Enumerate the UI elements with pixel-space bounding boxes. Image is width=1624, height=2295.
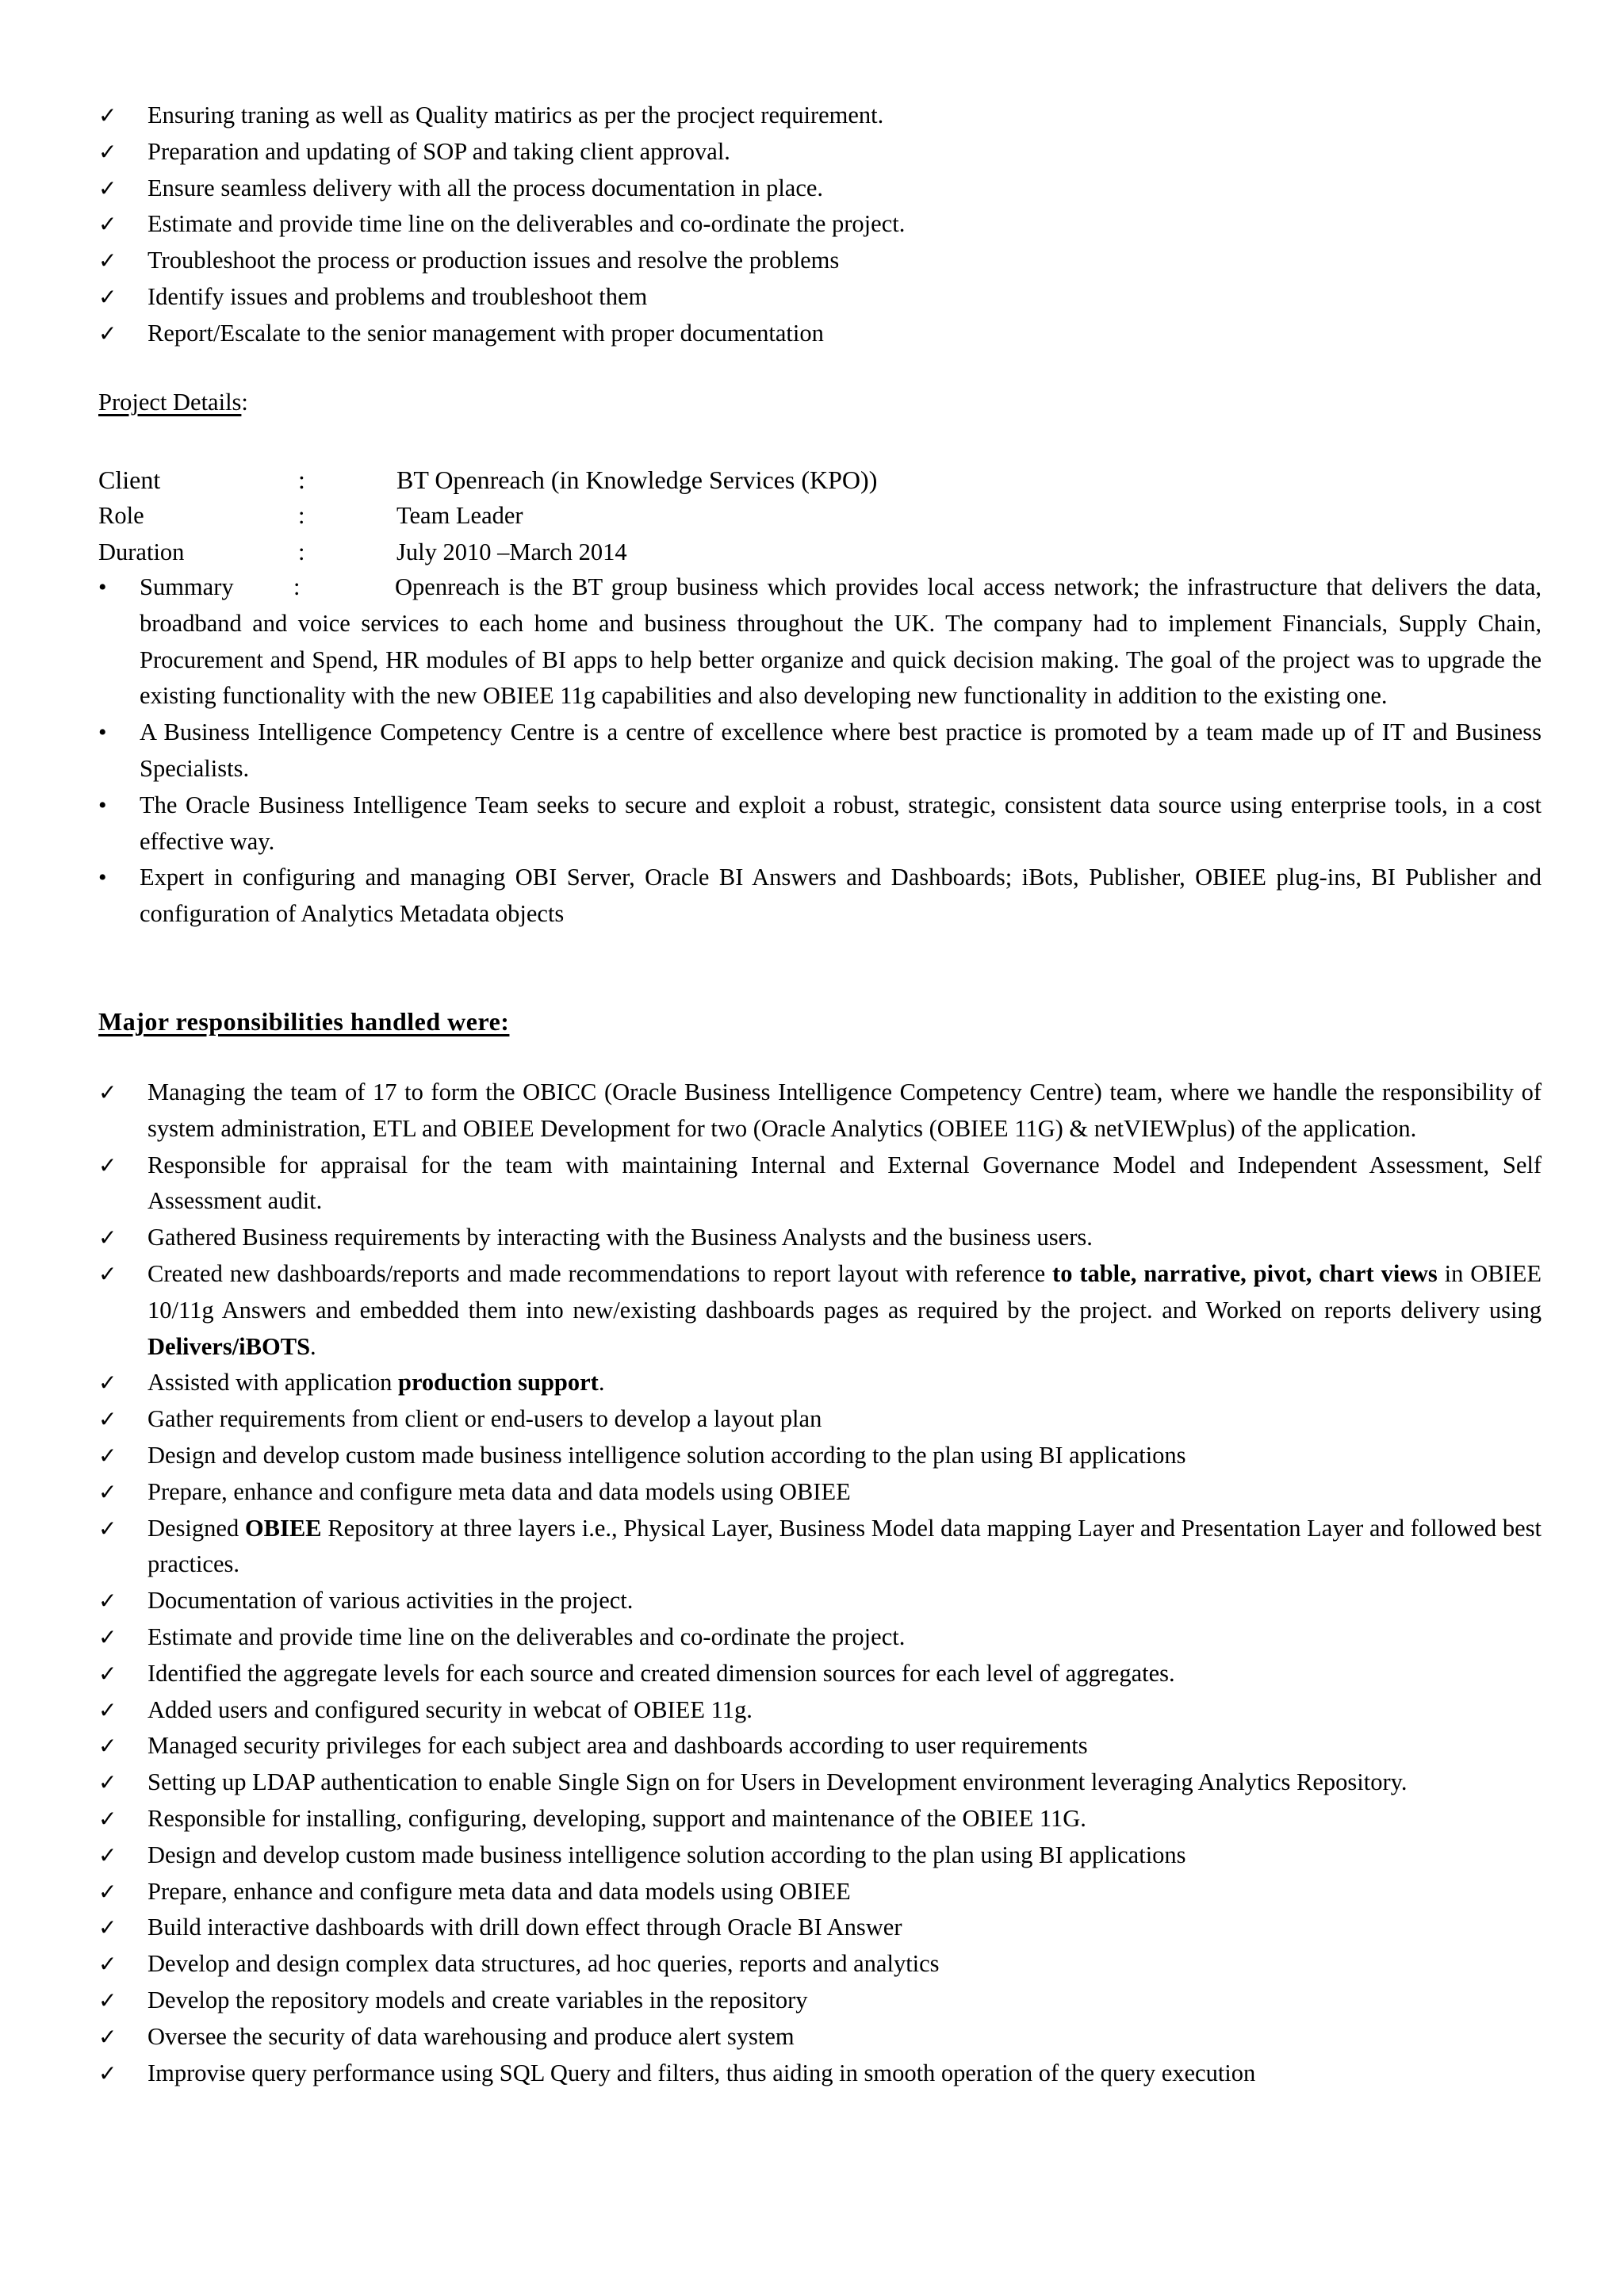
bullet-icon: • bbox=[98, 791, 107, 818]
checkmark-icon: ✓ bbox=[98, 1660, 117, 1687]
list-item: ✓ Design and develop custom made business intelligence solution according to the plan using BI applications bbox=[98, 1837, 1542, 1874]
checkmark-icon: ✓ bbox=[98, 1370, 117, 1397]
role-label: Role bbox=[98, 502, 144, 529]
list-item: ✓ Managed security privileges for each subject area and dashboards according to user requirements bbox=[98, 1728, 1542, 1764]
list-item: ✓ Improvise query performance using SQL Query and filters, thus aiding in smooth operation of the query execution bbox=[98, 2056, 1542, 2092]
bullet-icon: • bbox=[98, 719, 107, 746]
list-item: ✓ Prepare, enhance and configure meta data and data models using OBIEE bbox=[98, 1474, 1542, 1511]
project-bullet-list bbox=[98, 569, 1542, 933]
checkmark-icon: ✓ bbox=[98, 283, 117, 310]
summary-item: • Summary : Openreach is the BT group business which provides local access network; the infrastructure that delivers the data, broadband and voice services to each home and business throughout the UK. The company had to implement Financials, Supply Chain, Procurement and Spend, HR modules of BI apps to help better organize and quick decision making. The goal of the project was to upgrade the existing functionality with the new OBIEE 11g capabilities and also developing new functionality in addition to the existing one. bbox=[98, 569, 1542, 715]
checkmark-icon: ✓ bbox=[98, 2023, 117, 2050]
checkmark-icon: ✓ bbox=[98, 138, 117, 165]
client-value: BT Openreach (in Knowledge Services (KPO)) bbox=[396, 466, 878, 494]
checkmark-icon: ✓ bbox=[98, 1224, 117, 1251]
duration-value: July 2010 –March 2014 bbox=[396, 538, 627, 565]
list-item: ✓ Report/Escalate to the senior management with proper documentation bbox=[98, 316, 1542, 352]
list-item: ✓ Build interactive dashboards with drill down effect through Oracle BI Answer bbox=[98, 1910, 1542, 1946]
role-value: Team Leader bbox=[396, 502, 523, 529]
list-item: ✓ Added users and configured security in webcat of OBIEE 11g. bbox=[98, 1692, 1542, 1729]
list-item: ✓ Design and develop custom made business intelligence solution according to the plan using BI applications bbox=[98, 1438, 1542, 1474]
list-item: ✓ Responsible for installing, configuring, developing, support and maintenance of the OBIEE 11G. bbox=[98, 1801, 1542, 1837]
checkmark-icon: ✓ bbox=[98, 1260, 117, 1287]
checkmark-icon: ✓ bbox=[98, 211, 117, 238]
list-item: • A Business Intelligence Competency Centre is a centre of excellence where best practice is promoted by a team made up of IT and Business Specialists. bbox=[98, 715, 1542, 787]
checkmark-icon: ✓ bbox=[98, 1987, 117, 2013]
duration-label: Duration bbox=[98, 538, 185, 565]
checkmark-icon: ✓ bbox=[98, 1696, 117, 1723]
list-item: ✓ Ensure seamless delivery with all the process documentation in place. bbox=[98, 170, 1542, 207]
list-item: • The Oracle Business Intelligence Team seeks to secure and exploit a robust, strategic, consistent data source using enterprise tools, in a cost effective way. bbox=[98, 787, 1542, 860]
summary-label: Summary bbox=[140, 573, 234, 600]
checkmark-icon: ✓ bbox=[98, 247, 117, 274]
checkmark-icon: ✓ bbox=[98, 1515, 117, 1542]
bullet-icon: • bbox=[98, 574, 107, 600]
top-checklist bbox=[98, 98, 1542, 352]
list-item: ✓ Oversee the security of data warehousing and produce alert system bbox=[98, 2019, 1542, 2056]
checkmark-icon: ✓ bbox=[98, 1406, 117, 1433]
list-item: ✓ Estimate and provide time line on the deliverables and co-ordinate the project. bbox=[98, 1619, 1542, 1656]
checkmark-icon: ✓ bbox=[98, 174, 117, 201]
list-item: ✓ Documentation of various activities in the project. bbox=[98, 1583, 1542, 1619]
document-page: ✓ Ensuring traning as well as Quality matirics as per the procject requirement. ✓ Preparation and updating of SOP and taking client approval. ✓ Ensure seamless delivery with all the process documentation in place. ✓ Estimate and provide time line on the deliverables and co-ordinate the project. ✓ Troubleshoot the process or production issues and resolve the problems ✓ Identify issues and problems and troubleshoot them ✓ Report/Escalate to the senior management with proper documentation Project Details: Client : BT Openreach (in Knowledge Services (KPO)) Role : Team Leader Duration : July 2010 –March 2014 • Summary : Openreach is the BT group business which provides local access network; the infrastructure that delivers the data, broadband and voice services to each home and business throughout the UK. The company had to implement Financials, Supply Chain, Procurement and Spend, HR modules of BI apps to help better organize and quick decision making. The goal of the project was to upgrade the existing functionality with the new OBIEE 11g capabilities and also developing new functionality in addition to the existing one. • A Business Intelligence Competency Centre is a centre of excellence where best practice is promoted by a team made up of IT and Business Specialists. • The Oracle Business Intelligence Team seeks to secure and exploit a robust, strategic, consistent data source using enterprise tools, in a cost effective way. • Expert in configuring and managing OBI Server, Oracle BI Answers and Dashboards; iBots, Publisher, OBIEE plug-ins, BI Publisher and configuration of Analytics Metadata objects Major responsibilities handled were: ✓ Managing the team of 17 to form the OBICC (Oracle Business Intelligence Competency Centre) team, where we handle the responsibility of system administration, ETL and OBIEE Development for two (Oracle Analytics (OBIEE 11G) & netVIEWplus) of the application. ✓ Responsible for appraisal for the team with maintaining Internal and External Governance Model and Independent Assessment, Self Assessment audit. ✓ Gathered Business requirements by interacting with the Business Analysts and the business users. ✓ Created new dashboards/reports and made recommendations to report layout with reference to table, narrative, pivot, chart views in OBIEE 10/11g Answers and embedded them into new/existing dashboards pages as required by the project. and Worked on reports delivery using Delivers/iBOTS. ✓ Assisted with application production support. ✓ Gather requirements from client or end-users to develop a layout plan ✓ Design and develop custom made business intelligence solution according to the plan using BI applications ✓ Prepare, enhance and configure meta data and data models using OBIEE ✓ Designed OBIEE Repository at three layers i.e., Physical Layer, Business Model data mapping Layer and Presentation Layer and followed best practices. ✓ Documentation of various activities in the project. ✓ Estimate and provide time line on the deliverables and co-ordinate the project. ✓ Identified the aggregate levels for each source and created dimension sources for each level of aggregates. ✓ Added users and configured security in webcat of OBIEE 11g. ✓ Managed security privileges for each subject area and dashboards according to user requirements ✓ Setting up LDAP authentication to enable Single Sign on for Users in Development environment leveraging Analytics Repository. ✓ Responsible for installing, configuring, developing, support and maintenance of the OBIEE 11G. ✓ Design and develop custom made business intelligence solution according to the plan using BI applications ✓ Prepare, enhance and configure meta data and data models using OBIEE ✓ Build interactive dashboards with drill down effect through Oracle BI Answer ✓ Develop and design complex data structures, ad hoc queries, reports and analytics ✓ Develop the repository models and create variables in the repository ✓ Oversee the security of data warehousing and produce alert system ✓ Improvise query performance using SQL Query and filters, thus aiding in smooth operation of the query execution bbox=[0, 0, 1624, 2295]
list-item: ✓ Assisted with application production support. bbox=[98, 1365, 1542, 1401]
checkmark-icon: ✓ bbox=[98, 1478, 117, 1505]
list-item: ✓ Identify issues and problems and troubleshoot them bbox=[98, 279, 1542, 316]
checkmark-icon: ✓ bbox=[98, 1588, 117, 1615]
checkmark-icon: ✓ bbox=[98, 1623, 117, 1650]
list-item: • Expert in configuring and managing OBI Server, Oracle BI Answers and Dashboards; iBots, Publisher, OBIEE plug-ins, BI Publisher and configuration of Analytics Metadata objects bbox=[98, 860, 1542, 933]
list-item: ✓ Designed OBIEE Repository at three layers i.e., Physical Layer, Business Model data mapping Layer and Presentation Layer and followed best practices. bbox=[98, 1511, 1542, 1584]
checkmark-icon: ✓ bbox=[98, 1769, 117, 1796]
list-item: ✓ Develop and design complex data structures, ad hoc queries, reports and analytics bbox=[98, 1946, 1542, 1983]
checkmark-icon: ✓ bbox=[98, 1733, 117, 1760]
checkmark-icon: ✓ bbox=[98, 1841, 117, 1868]
list-item: ✓ Responsible for appraisal for the team with maintaining Internal and External Governance Model and Independent Assessment, Self Assessment audit. bbox=[98, 1148, 1542, 1220]
project-details-heading: Project Details: bbox=[98, 389, 248, 416]
list-item: ✓ Ensuring traning as well as Quality matirics as per the procject requirement. bbox=[98, 98, 1542, 134]
list-item: ✓ Gathered Business requirements by interacting with the Business Analysts and the business users. bbox=[98, 1220, 1542, 1256]
checkmark-icon: ✓ bbox=[98, 1878, 117, 1905]
list-item: ✓ Troubleshoot the process or production issues and resolve the problems bbox=[98, 243, 1542, 279]
summary-text: Openreach is the BT group business which provides local access network; the infrastructure that delivers the data, broadband and voice services to each home and business throughout the UK. The company had to implement Financials, Supply Chain, Procurement and Spend, HR modules of BI apps to help better organize and quick decision making. The goal of the project was to upgrade the existing functionality with the new OBIEE 11g capabilities and also developing new functionality in addition to the existing one. bbox=[140, 573, 1542, 710]
list-item: ✓ Estimate and provide time line on the deliverables and co-ordinate the project. bbox=[98, 206, 1542, 243]
list-item: ✓ Created new dashboards/reports and made recommendations to report layout with reference to table, narrative, pivot, chart views in OBIEE 10/11g Answers and embedded them into new/existing dashboards pages as required by the project. and Worked on reports delivery using Delivers/iBOTS. bbox=[98, 1256, 1542, 1365]
checkmark-icon: ✓ bbox=[98, 320, 117, 347]
checkmark-icon: ✓ bbox=[98, 1151, 117, 1178]
list-item: ✓ Gather requirements from client or end-users to develop a layout plan bbox=[98, 1401, 1542, 1438]
checkmark-icon: ✓ bbox=[98, 102, 117, 128]
checkmark-icon: ✓ bbox=[98, 2059, 117, 2086]
list-item: ✓ Develop the repository models and create variables in the repository bbox=[98, 1983, 1542, 2019]
responsibilities-checklist bbox=[98, 1075, 1542, 2091]
checkmark-icon: ✓ bbox=[98, 1914, 117, 1941]
checkmark-icon: ✓ bbox=[98, 1951, 117, 1978]
list-item: ✓ Prepare, enhance and configure meta data and data models using OBIEE bbox=[98, 1874, 1542, 1910]
checkmark-icon: ✓ bbox=[98, 1442, 117, 1469]
client-label: Client bbox=[98, 466, 161, 494]
checkmark-icon: ✓ bbox=[98, 1805, 117, 1832]
responsibilities-heading: Major responsibilities handled were: bbox=[98, 1007, 510, 1036]
list-item: ✓ Identified the aggregate levels for each source and created dimension sources for each level of aggregates. bbox=[98, 1656, 1542, 1692]
checkmark-icon: ✓ bbox=[98, 1079, 117, 1105]
bullet-icon: • bbox=[98, 864, 107, 891]
list-item: ✓ Setting up LDAP authentication to enable Single Sign on for Users in Development environment leveraging Analytics Repository. bbox=[98, 1764, 1542, 1801]
list-item: ✓ Managing the team of 17 to form the OBICC (Oracle Business Intelligence Competency Centre) team, where we handle the responsibility of system administration, ETL and OBIEE Development for two (Oracle Analytics (OBIEE 11G) & netVIEWplus) of the application. bbox=[98, 1075, 1542, 1148]
list-item: ✓ Preparation and updating of SOP and taking client approval. bbox=[98, 134, 1542, 170]
